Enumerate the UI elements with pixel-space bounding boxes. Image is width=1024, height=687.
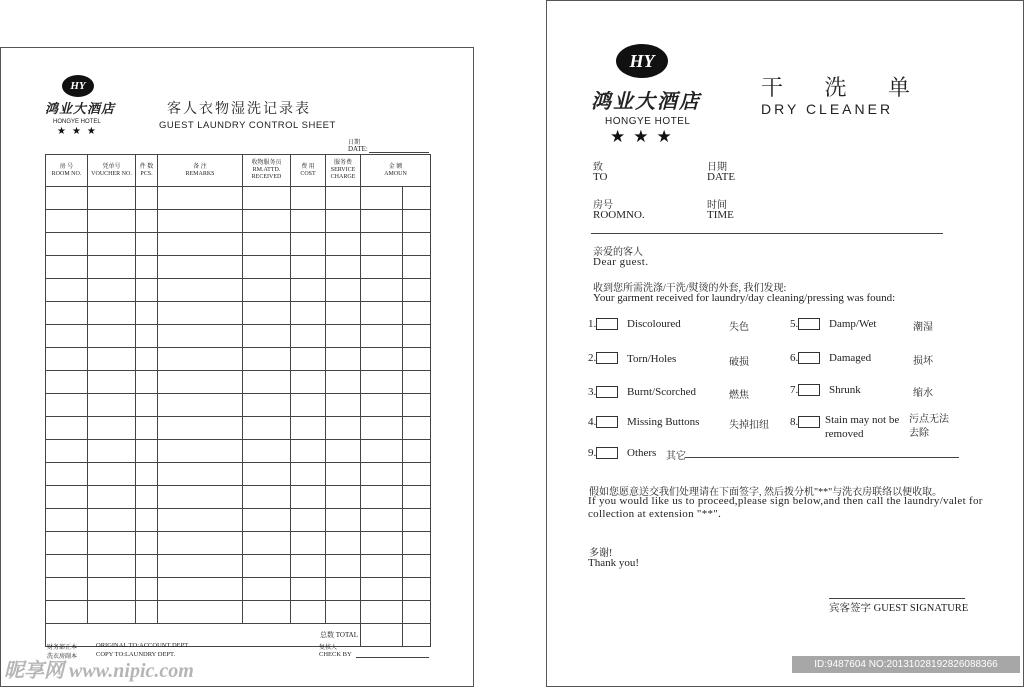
table-cell[interactable] [403,417,431,440]
table-cell[interactable] [158,348,243,371]
table-cell[interactable] [361,371,403,394]
table-cell[interactable] [46,279,88,302]
table-cell[interactable] [46,555,88,578]
table-cell[interactable] [243,486,291,509]
table-cell[interactable] [326,417,361,440]
hotel-brand: 鸿业大酒店 [591,91,701,113]
table-row [46,555,431,578]
table-cell[interactable] [291,578,326,601]
table-cell[interactable] [88,325,136,348]
table-cell[interactable] [291,233,326,256]
table-cell[interactable] [403,394,431,417]
table-cell[interactable] [403,532,431,555]
table-cell[interactable] [158,601,243,624]
table-cell[interactable] [136,463,158,486]
table-cell[interactable] [243,417,291,440]
item-label-cn: 破损 [729,357,749,368]
table-cell[interactable] [243,371,291,394]
table-cell[interactable] [136,371,158,394]
table-row [46,210,431,233]
table-cell[interactable] [243,578,291,601]
checkbox-stain[interactable] [798,416,820,428]
table-cell[interactable] [158,394,243,417]
checkbox-torn-holes[interactable] [596,352,618,364]
sheet-title-en: GUEST LAUNDRY CONTROL SHEET [159,120,336,131]
room-label-cn: 房号 [593,200,613,211]
watermark-id: ID:9487604 NO:20131028192826088366 [792,656,1020,673]
footer-copy-cn: 洗衣房副本 [47,654,78,660]
table-cell[interactable] [88,440,136,463]
table-row [46,394,431,417]
table-cell[interactable] [326,371,361,394]
table-cell[interactable] [291,371,326,394]
table-cell[interactable] [361,509,403,532]
checkbox-discoloured[interactable] [596,318,618,330]
table-cell[interactable] [158,463,243,486]
item-shrunk: 7. [790,384,820,396]
table-cell[interactable] [326,279,361,302]
form-title-en: DRY CLEANER [761,101,894,117]
table-cell[interactable] [243,210,291,233]
item-label-en: Burnt/Scorched [627,386,697,398]
table-cell[interactable] [243,279,291,302]
table-row [46,348,431,371]
item-label-en: Damaged [829,352,872,364]
checkbox-others[interactable] [596,447,618,459]
hotel-logo-icon: HY [62,75,94,97]
table-cell[interactable] [46,578,88,601]
table-cell[interactable] [243,555,291,578]
item-label-en: Torn/Holes [627,353,677,365]
item-torn-holes: 2. [588,352,618,364]
check-by-en: CHECK BY [319,651,352,658]
table-cell[interactable] [243,233,291,256]
table-cell[interactable] [243,325,291,348]
table-cell[interactable] [291,486,326,509]
table-cell[interactable] [291,187,326,210]
table-cell[interactable] [361,440,403,463]
checkbox-missing-buttons[interactable] [596,416,618,428]
col-cost: 费 用 COST [291,155,326,187]
signature-field[interactable] [829,598,965,599]
laundry-table [45,154,431,647]
table-cell[interactable] [243,601,291,624]
table-cell[interactable] [88,279,136,302]
table-cell[interactable] [136,440,158,463]
date-field[interactable] [369,152,429,153]
dry-cleaner-form [546,0,1024,687]
col-voucher-no: 凭单号 VOUCHER NO. [88,155,136,187]
table-cell[interactable] [88,417,136,440]
check-by-cn: 复核人 [319,645,338,651]
table-cell[interactable] [326,210,361,233]
table-cell[interactable] [361,348,403,371]
table-cell[interactable] [46,417,88,440]
table-cell[interactable] [326,348,361,371]
footer-copy-en: COPY TO:LAUNDRY DEPT. [96,651,176,658]
table-cell[interactable] [243,302,291,325]
table-cell[interactable] [46,348,88,371]
to-label-cn: 致 [593,162,603,173]
total-label: 总数 TOTAL [46,624,361,647]
table-cell[interactable] [136,578,158,601]
table-cell[interactable] [88,486,136,509]
proceed-en: If you would like us to proceed,please sign below,and then call the laundry/valet for collection at extension "**". [588,495,983,520]
star-rating-icon: ★★★ [57,126,102,137]
table-cell[interactable] [46,233,88,256]
table-cell[interactable] [403,302,431,325]
table-cell[interactable] [136,233,158,256]
table-cell[interactable] [136,417,158,440]
table-cell[interactable] [136,325,158,348]
table-cell[interactable] [291,440,326,463]
table-cell[interactable] [88,463,136,486]
greeting-cn: 亲爱的客人 [593,247,643,258]
table-cell[interactable] [46,256,88,279]
table-cell[interactable] [136,187,158,210]
total-cell[interactable] [361,624,403,647]
col-rm-attd: 收物服务员 RM.ATTD. RECEIVED [243,155,291,187]
table-cell[interactable] [361,555,403,578]
date-label-cn: 日期 [707,162,727,173]
table-cell[interactable] [361,210,403,233]
table-cell[interactable] [326,302,361,325]
table-cell[interactable] [243,256,291,279]
table-cell[interactable] [291,463,326,486]
table-cell[interactable] [361,302,403,325]
table-cell[interactable] [88,394,136,417]
col-amount: 金 额 AMOUN [361,155,431,187]
table-cell[interactable] [46,440,88,463]
table-row [46,486,431,509]
table-cell[interactable] [88,233,136,256]
table-cell[interactable] [158,210,243,233]
table-cell[interactable] [243,187,291,210]
table-cell[interactable] [291,394,326,417]
table-cell[interactable] [136,509,158,532]
table-cell[interactable] [361,417,403,440]
table-cell[interactable] [158,532,243,555]
table-cell[interactable] [403,325,431,348]
table-cell[interactable] [46,371,88,394]
table-cell[interactable] [403,279,431,302]
table-cell[interactable] [326,486,361,509]
table-cell[interactable] [403,256,431,279]
table-cell[interactable] [158,509,243,532]
table-cell[interactable] [136,348,158,371]
item-burnt: 3. [588,386,618,398]
table-cell[interactable] [326,233,361,256]
table-row [46,371,431,394]
table-cell[interactable] [136,210,158,233]
form-title-cn: 干 洗 单 [761,75,929,100]
table-cell[interactable] [291,555,326,578]
item-label-cn: 污点无法去除 [909,414,949,439]
item-label-en: Shrunk [829,384,861,396]
item-label-en: Others [627,447,657,459]
table-cell[interactable] [403,210,431,233]
table-cell[interactable] [46,601,88,624]
item-damaged: 6. [790,352,820,364]
table-cell[interactable] [136,486,158,509]
table-cell[interactable] [88,187,136,210]
table-cell[interactable] [243,509,291,532]
table-cell[interactable] [88,509,136,532]
table-cell[interactable] [326,187,361,210]
table-cell[interactable] [46,187,88,210]
table-cell[interactable] [291,417,326,440]
checkbox-damaged[interactable] [798,352,820,364]
item-label-cn: 失掉扣纽 [729,420,769,431]
item-label-en: Discoloured [627,318,681,330]
item-label-en: Missing Buttons [627,416,700,428]
table-cell[interactable] [291,348,326,371]
table-row [46,325,431,348]
table-cell[interactable] [158,555,243,578]
table-cell[interactable] [361,325,403,348]
divider [591,233,943,234]
table-cell[interactable] [136,394,158,417]
date-label-cn: 日期 [348,140,361,146]
table-cell[interactable] [243,463,291,486]
table-cell[interactable] [158,325,243,348]
checkbox-burnt[interactable] [596,386,618,398]
table-row [46,279,431,302]
others-field[interactable] [685,457,959,458]
table-cell[interactable] [88,210,136,233]
table-row [46,187,431,210]
table-row [46,463,431,486]
table-cell[interactable] [136,302,158,325]
table-row [46,256,431,279]
thanks-cn: 多谢! [589,548,613,559]
col-room-no: 房 号 ROOM NO. [46,155,88,187]
table-cell[interactable] [403,555,431,578]
table-cell[interactable] [291,509,326,532]
table-cell[interactable] [403,601,431,624]
table-cell[interactable] [361,601,403,624]
table-cell[interactable] [88,532,136,555]
watermark-brand: 昵享网 www.nipic.com [4,660,194,682]
sheet-title-cn: 客人衣物湿洗记录表 [167,102,311,117]
table-cell[interactable] [88,348,136,371]
time-label-cn: 时间 [707,200,727,211]
table-cell[interactable] [136,555,158,578]
time-label-en: TIME [707,209,734,221]
table-cell[interactable] [326,509,361,532]
table-cell[interactable] [88,578,136,601]
table-cell[interactable] [46,302,88,325]
table-cell[interactable] [403,233,431,256]
item-label-cn: 损坏 [913,356,933,367]
intro-cn: 收到您所需洗涤/干洗/熨烫的外套, 我们发现: [593,283,787,294]
col-pcs: 件 数 PCS. [136,155,158,187]
table-cell[interactable] [46,325,88,348]
table-cell[interactable] [326,555,361,578]
item-missing-buttons: 4. [588,416,618,428]
hotel-logo-icon: HY [616,44,668,78]
table-cell[interactable] [403,509,431,532]
table-row [46,302,431,325]
table-row [46,233,431,256]
table-cell[interactable] [88,302,136,325]
table-cell[interactable] [158,371,243,394]
table-cell[interactable] [136,279,158,302]
table-cell[interactable] [291,210,326,233]
table-cell[interactable] [158,486,243,509]
hotel-name: HONGYE HOTEL [605,116,691,127]
table-cell[interactable] [326,325,361,348]
item-label-cn: 缩水 [913,388,933,399]
table-cell[interactable] [291,601,326,624]
table-cell[interactable] [243,532,291,555]
signature-label: 宾客签字 GUEST SIGNATURE [829,603,969,614]
item-label-cn: 失色 [729,322,749,333]
item-label-cn: 燃焦 [729,390,749,401]
table-cell[interactable] [361,233,403,256]
table-cell[interactable] [361,578,403,601]
table-cell[interactable] [403,578,431,601]
item-others: 9. [588,447,618,459]
table-cell[interactable] [326,532,361,555]
table-cell[interactable] [361,256,403,279]
thanks-en: Thank you! [588,557,640,569]
table-cell[interactable] [46,463,88,486]
table-cell[interactable] [136,601,158,624]
table-cell[interactable] [361,394,403,417]
table-cell[interactable] [243,394,291,417]
check-by-field[interactable] [356,657,429,658]
total-cell[interactable] [403,624,431,647]
room-label-en: ROOMNO. [593,209,645,221]
checkbox-damp-wet[interactable] [798,318,820,330]
table-cell[interactable] [361,463,403,486]
table-cell[interactable] [88,601,136,624]
item-label-cn: 其它 [666,451,686,462]
item-label-en: Stain may not be removed [825,414,900,440]
footer-original-en: ORIGINAL TO:ACCOUNT DEPT [96,642,189,649]
item-stain: 8. [790,416,820,428]
table-cell[interactable] [158,417,243,440]
checkbox-shrunk[interactable] [798,384,820,396]
table-cell[interactable] [326,601,361,624]
date-label-en: DATE [707,171,736,183]
table-cell[interactable] [403,371,431,394]
table-row [46,440,431,463]
table-cell[interactable] [326,440,361,463]
star-rating-icon: ★★★ [610,127,680,146]
table-row [46,532,431,555]
date-label-en: DATE: [348,145,368,153]
table-cell[interactable] [361,187,403,210]
hotel-name: HONGYE HOTEL [53,119,101,125]
table-cell[interactable] [403,440,431,463]
table-cell[interactable] [136,256,158,279]
item-label-cn: 潮湿 [913,322,933,333]
to-label-en: TO [593,171,608,183]
item-discoloured: 1. [588,318,618,330]
table-cell[interactable] [403,486,431,509]
table-cell[interactable] [403,463,431,486]
table-cell[interactable] [46,509,88,532]
footer-original-cn: 财务部正本 [47,645,78,651]
table-cell[interactable] [361,486,403,509]
laundry-control-sheet [0,47,474,687]
table-row [46,509,431,532]
col-remarks: 备 注 REMARKS [158,155,243,187]
table-row [46,417,431,440]
table-cell[interactable] [326,394,361,417]
table-cell[interactable] [158,302,243,325]
table-cell[interactable] [243,348,291,371]
table-cell[interactable] [361,532,403,555]
table-cell[interactable] [136,532,158,555]
table-cell[interactable] [88,256,136,279]
table-cell[interactable] [46,486,88,509]
table-cell[interactable] [158,279,243,302]
hotel-brand: 鸿业大酒店 [45,101,116,116]
col-service-charge: 服务费 SERVICE CHARGE [326,155,361,187]
table-cell[interactable] [88,555,136,578]
table-row [46,601,431,624]
table-cell[interactable] [291,302,326,325]
proceed-cn: 假如您愿意送交我们处理请在下面签字, 然后拨分机"**"与洗衣房联络以便收取。 [589,487,943,498]
table-cell[interactable] [158,233,243,256]
item-label-en: Damp/Wet [829,318,877,330]
table-row [46,578,431,601]
table-cell[interactable] [158,187,243,210]
table-cell[interactable] [403,187,431,210]
table-cell[interactable] [88,371,136,394]
table-cell[interactable] [291,532,326,555]
table-cell[interactable] [158,578,243,601]
table-cell[interactable] [46,532,88,555]
table-cell[interactable] [46,210,88,233]
table-cell[interactable] [243,440,291,463]
table-cell[interactable] [326,256,361,279]
table-cell[interactable] [291,325,326,348]
greeting-en: Dear guest. [593,256,649,268]
table-cell[interactable] [158,440,243,463]
table-cell[interactable] [403,348,431,371]
table-cell[interactable] [291,256,326,279]
table-cell[interactable] [326,578,361,601]
table-cell[interactable] [291,279,326,302]
table-cell[interactable] [361,279,403,302]
table-cell[interactable] [46,394,88,417]
table-header-row [46,155,431,187]
item-damp-wet: 5. [790,318,820,330]
intro-en: Your garment received for laundry/day cleaning/pressing was found: [593,292,896,304]
table-cell[interactable] [158,256,243,279]
table-cell[interactable] [326,463,361,486]
